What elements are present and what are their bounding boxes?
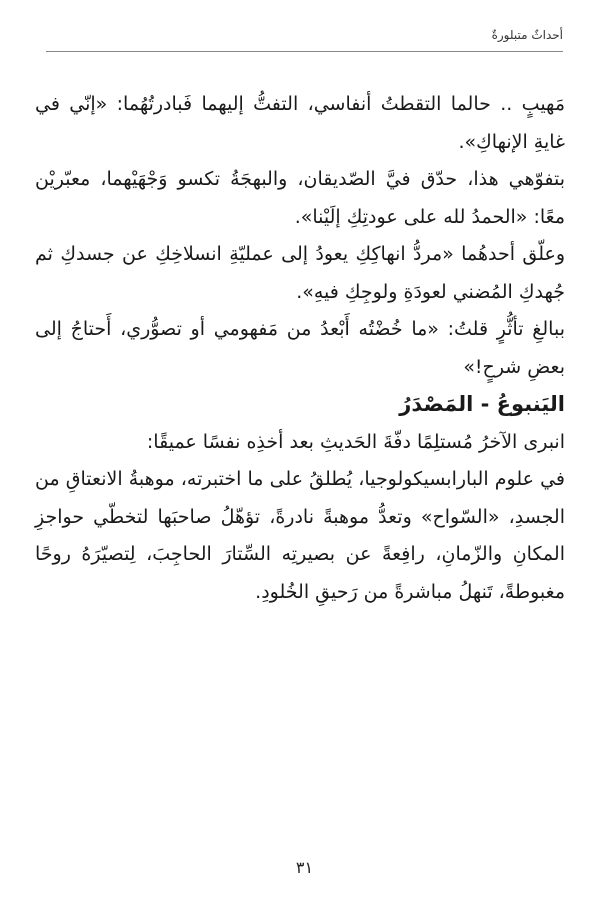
page-number: ٣١ <box>295 858 314 877</box>
paragraph: في علوم البارابسيكولوجيا، يُطلقُ على ما اختبرته، موهبةُ الانعتاقِ من الجسدِ، «السّواح» وتعدُّ موهبةً نادرةً، تؤهّلُ صاحبَها لتخطّي حواجزِ المكانِ والزّمانِ، رافِعةً عن بصيرتِه السِّتارَ الحاجِبَ، لِتصيّرَهُ روحًا مغبوطةً، تَنهلُ مباشرةً من رَحيقِ الخُلودِ. <box>35 468 565 603</box>
paragraph: وعلّق أحدهُما «مردُّ انهاكِكِ يعودُ إلى عمليّةِ انسلاخِكِ عن جسدكِ ثم جُهدكِ المُضني لعودَةِ ولوجِكِ فيهِ». <box>35 243 565 303</box>
section-heading: اليَنبوعُ - المَصْدَرُ <box>399 392 565 416</box>
paragraph: مَهيبٍ .. حالما التقطتُ أنفاسي، التفتُّ إليهما فَبادرتُهُما: «إنّي في غايةِ الإنهاكِ». <box>35 93 565 153</box>
paragraph: بتفوّهي هذا، حدّق فيَّ الصّديقان، والبهجَةُ تكسو وَجْهَيْهما، معبّريْن معًا: «الحمدُ لله على عودتِكِ إلَيْنا». <box>35 168 565 228</box>
header-rule <box>46 51 563 52</box>
paragraph: ببالغِ تأثُّرٍ قلتُ: «ما خُضْتُه أَبْعدُ من مَفهومي أو تصوُّري، أَحتاجُ إلى بعضِ شرحٍ!» <box>35 318 565 378</box>
running-header: أحداثٌ متبلورةٌ <box>491 28 563 42</box>
body-text <box>35 86 565 611</box>
paragraph: انبرى الآخرُ مُستلِمًا دفّةَ الحَديثِ بعد أخذِه نفسًا عميقًا: <box>146 430 565 453</box>
